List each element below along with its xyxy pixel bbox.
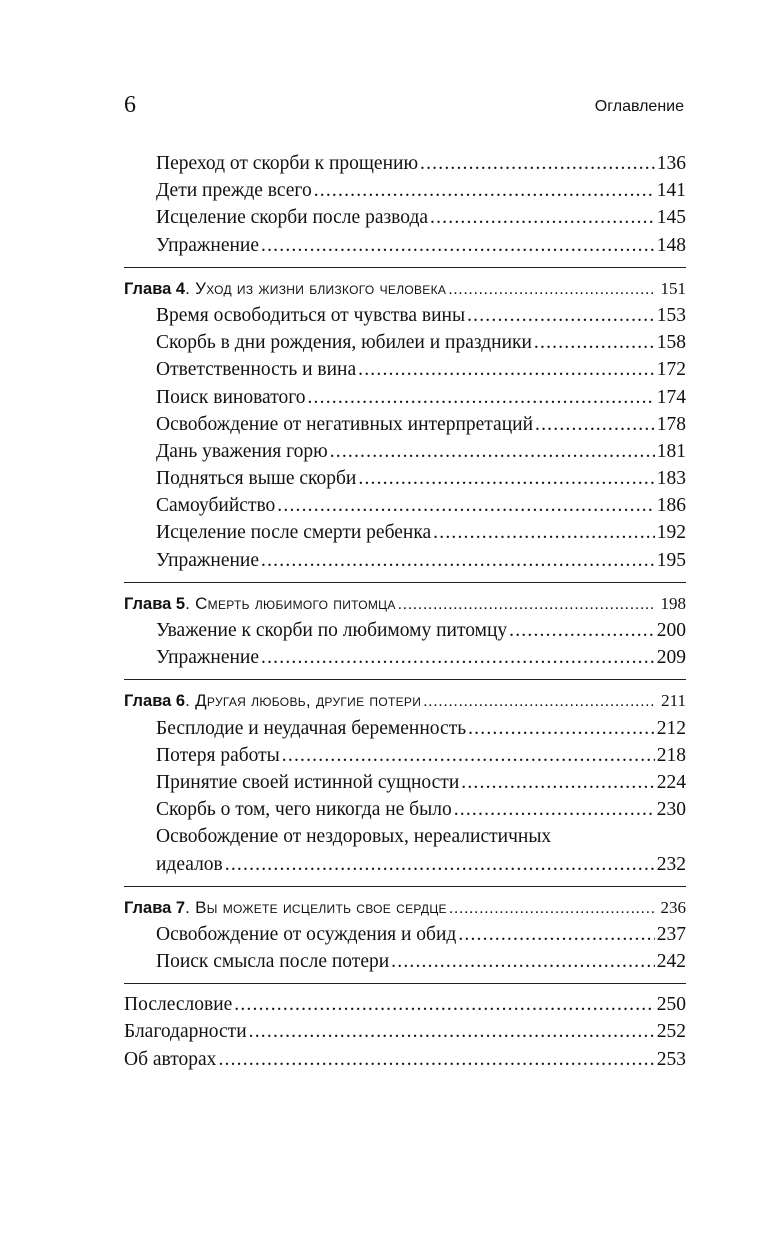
toc-entry[interactable] [124,796,686,823]
chapter-title: . Смерть любимого питомца [185,593,396,613]
leader-dots [433,519,655,546]
toc-entry[interactable] [124,715,686,742]
toc-back-matter [124,991,686,1073]
toc-entry[interactable] [124,177,686,204]
leader-dots [234,991,654,1018]
toc-entry-page: 153 [656,304,686,326]
toc-entry[interactable] [124,1018,686,1045]
toc-entry-page: 183 [656,468,686,490]
leader-dots [282,742,655,769]
toc-entry-page: 136 [656,153,686,174]
toc-entry-page: 224 [656,771,686,793]
chapter-title: . Уход из жизни близкого человека [185,278,447,298]
chapter-label: Глава 7 [124,898,186,917]
toc-entry-page: 232 [656,853,686,875]
toc-entry-page: 230 [656,799,686,821]
toc-chapter-heading[interactable] [124,275,686,302]
toc-entry[interactable] [124,204,686,231]
toc-entry[interactable] [124,921,686,948]
toc-entry-title: Принятие своей истинной сущности [156,771,460,793]
toc-entry[interactable] [124,851,686,878]
toc-entry-title: Скорбь о том, чего никогда не было [156,799,452,821]
toc-entry[interactable] [124,742,686,769]
toc-chapter-4 [124,275,686,574]
leader-dots [461,769,654,796]
chapter-page: 151 [660,278,686,298]
toc-entry-page: 212 [656,717,686,739]
toc-entry-page: 181 [656,440,686,462]
toc-entry-title: Скорбь в дни рождения, юбилеи и праздники [156,332,532,354]
toc-entry[interactable] [124,150,686,177]
leader-dots [454,796,655,823]
toc-chapter-7 [124,894,686,976]
toc-entry-page: 218 [656,744,686,766]
toc-entry-title: Об авторах [124,1048,217,1070]
table-of-contents [124,150,686,1073]
leader-dots [398,591,655,617]
toc-entry-page: 174 [656,386,686,408]
toc-entry[interactable] [124,769,686,796]
toc-entry-page: 195 [656,549,686,571]
leader-dots [449,895,655,921]
leader-dots [277,492,654,519]
toc-entry[interactable] [124,329,686,356]
toc-chapter-heading[interactable] [124,687,686,714]
section-divider [124,679,686,680]
toc-entry-title: Исцеление скорби после развода [156,207,429,229]
toc-entry-title: Уважение к скорби по любимому питомцу [156,620,508,641]
toc-entry[interactable] [124,356,686,383]
toc-entry[interactable] [124,411,686,438]
chapter-label: Глава 4 [124,279,186,298]
chapter-label: Глава 6 [124,692,186,711]
toc-entry-title: Послесловие [124,994,233,1016]
leader-dots [535,411,655,438]
toc-entry[interactable] [124,302,686,329]
toc-entry-title: Упражнение [156,234,260,256]
leader-dots [261,547,655,574]
toc-entry[interactable] [124,465,686,492]
leader-dots [261,232,655,259]
toc-entry-title: Самоубийство [156,495,276,517]
section-divider [124,886,686,887]
leader-dots [509,617,655,644]
chapter-title: . Вы можете исцелить свое сердце [185,897,447,917]
leader-dots [314,177,655,204]
toc-entry-page: 178 [656,413,686,435]
toc-entry[interactable] [124,519,686,546]
toc-entry-title: Поиск виноватого [156,386,306,408]
toc-entry-title: Подняться выше скорби [156,468,357,490]
toc-entry-wrapped-line[interactable] [124,823,686,850]
toc-entry-title: Упражнение [156,647,260,669]
toc-entry[interactable] [124,644,686,671]
toc-chapter-heading[interactable] [124,590,686,617]
leader-dots [218,1046,654,1073]
leader-dots [358,465,654,492]
toc-entry-title: Дань уважения горю [156,440,328,462]
chapter-page: 198 [660,593,686,613]
toc-entry-title: Освобождение от осуждения и обид [156,923,457,945]
leader-dots [391,948,655,975]
toc-entry[interactable] [124,1046,686,1073]
toc-entry-page: 250 [656,994,686,1016]
toc-entry-page: 200 [656,620,686,641]
toc-entry[interactable] [124,492,686,519]
chapter-label: Глава 5 [124,594,186,613]
toc-entry-title: Бесплодие и неудачная беременность [156,717,467,739]
toc-entry-page: 209 [656,647,686,669]
section-divider [124,267,686,268]
leader-dots [458,921,654,948]
toc-entry[interactable] [124,948,686,975]
toc-entry-page: 148 [656,234,686,256]
toc-entry-title: Исцеление после смерти ребенка [156,522,432,544]
leader-dots [467,302,655,329]
section-divider [124,582,686,583]
toc-entry[interactable] [124,617,686,644]
leader-dots [225,851,655,878]
toc-entry-page: 237 [656,923,686,945]
leader-dots [330,438,655,465]
running-head: Оглавление [594,98,684,115]
toc-entry-title: идеалов [156,853,223,875]
toc-entry[interactable] [124,547,686,574]
toc-entry-title: Дети прежде всего [156,180,312,202]
toc-entry-page: 253 [656,1048,686,1070]
leader-dots [423,688,655,714]
section-divider [124,983,686,984]
toc-entry[interactable] [124,438,686,465]
leader-dots [249,1018,655,1045]
toc-section-continuation [124,150,686,259]
toc-entry-title: Освобождение от негативных интерпретаций [156,413,534,435]
toc-entry-title: Упражнение [156,549,260,571]
toc-entry-page: 172 [656,359,686,381]
toc-entry-title: Ответственность и вина [156,359,357,381]
toc-chapter-heading[interactable] [124,894,686,921]
leader-dots [261,644,655,671]
toc-entry-title: Благодарности [124,1021,247,1043]
toc-chapter-5 [124,590,686,672]
chapter-page: 211 [661,691,686,711]
toc-entry-page: 158 [656,332,686,354]
page-number: 6 [124,92,136,118]
toc-entry-title: Потеря работы [156,744,280,766]
leader-dots [307,384,654,411]
toc-entry[interactable] [124,384,686,411]
toc-chapter-6 [124,687,686,877]
chapter-title: . Другая любовь, другие потери [185,691,422,711]
toc-entry-title: Поиск смысла после потери [156,951,390,973]
toc-entry-page: 186 [656,495,686,517]
leader-dots [448,276,654,302]
toc-entry-title: Время освободиться от чувства вины [156,304,466,326]
leader-dots [358,356,655,383]
toc-entry-page: 252 [656,1021,686,1043]
toc-entry-page: 141 [656,180,686,202]
leader-dots [430,204,655,231]
leader-dots [420,150,655,177]
chapter-page: 236 [660,897,686,917]
leader-dots [468,715,655,742]
leader-dots [534,329,655,356]
toc-entry-title: Переход от скорби к прощению [156,153,419,174]
toc-entry[interactable] [124,232,686,259]
toc-entry-page: 242 [656,951,686,973]
toc-entry-page: 192 [656,522,686,544]
toc-entry-page: 145 [656,207,686,229]
toc-entry-title-line1: Освобождение от нездоровых, нереалистичных [156,826,552,848]
toc-entry[interactable] [124,991,686,1018]
